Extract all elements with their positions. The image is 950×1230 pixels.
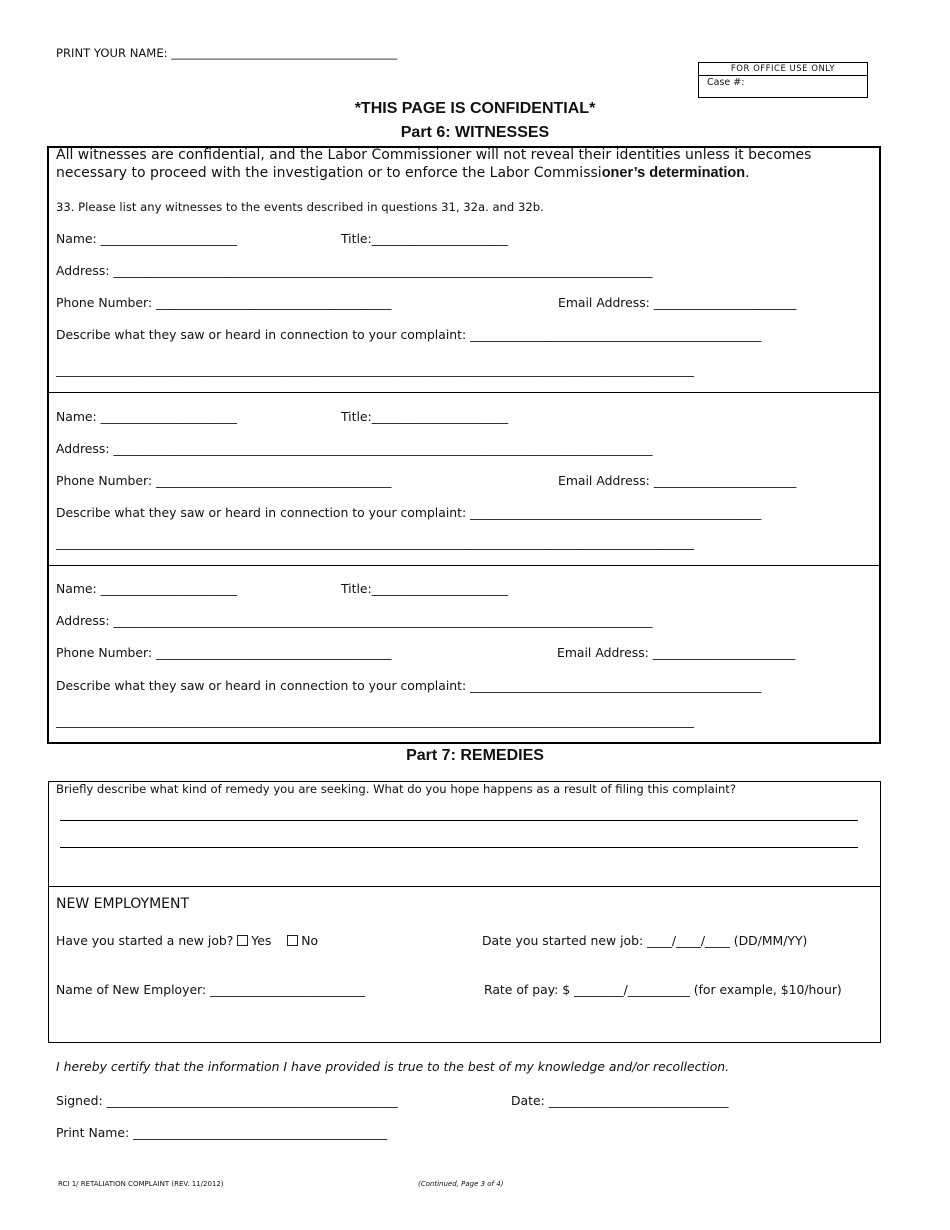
witness-phone-field[interactable] (56, 645, 391, 660)
new-employer-field[interactable] (56, 982, 365, 997)
checkbox-icon (287, 935, 298, 946)
signed-label: Signed: (56, 1093, 107, 1108)
witness-email-blank[interactable]: _______________________ (652, 645, 796, 660)
witness-phone-label: Phone Number: (56, 473, 156, 488)
witness-name-label: Name: (56, 409, 101, 424)
witness-address-label: Address: (56, 263, 114, 278)
witness-describe-field[interactable] (56, 505, 761, 520)
witness-title-field[interactable] (341, 231, 508, 246)
rate-of-pay-field[interactable] (484, 982, 842, 997)
witness-describe-label: Describe what they saw or heard in connection to your complaint: (56, 327, 471, 342)
witness-address-field[interactable] (56, 441, 652, 456)
form-id: RCI 1/ RETALIATION COMPLAINT (REV. 11/2012) (58, 1180, 224, 1188)
witness-title-field[interactable] (341, 409, 508, 424)
date-blank[interactable]: _____________________________ (548, 1093, 729, 1108)
date-field[interactable] (511, 1093, 728, 1108)
certification-statement: I hereby certify that the information I have provided is true to the best of my knowledge and/or recollection. (56, 1059, 730, 1074)
confidential-notice-line2 (56, 165, 750, 181)
print-your-name-label: PRINT YOUR NAME: (56, 46, 172, 60)
print-name-label: Print Name: (56, 1125, 134, 1140)
witness-title-blank[interactable]: ______________________ (371, 581, 509, 596)
witness-name-field[interactable] (56, 581, 237, 596)
page-continued: (Continued, Page 3 of 4) (418, 1180, 504, 1188)
witness-address-blank[interactable]: _______________________________________________________________________________________ (113, 613, 653, 628)
witness-phone-field[interactable] (56, 473, 391, 488)
date-started-blank[interactable]: ____/____/____ (647, 933, 730, 948)
notice-line2-text: necessary to proceed with the investigation or to enforce the Labor Commissi (56, 165, 602, 181)
new-job-question-label: Have you started a new job? (56, 933, 238, 948)
witness-phone-field[interactable] (56, 295, 391, 310)
witness-name-label: Name: (56, 581, 101, 596)
witness-phone-blank[interactable]: ______________________________________ (156, 645, 392, 660)
new-job-question (56, 933, 318, 948)
new-employer-blank[interactable]: _________________________ (210, 982, 365, 997)
witness-phone-blank[interactable]: ______________________________________ (156, 295, 392, 310)
print-your-name-field[interactable] (56, 46, 397, 60)
print-name-blank[interactable]: _________________________________________ (133, 1125, 388, 1140)
signed-field[interactable] (56, 1093, 398, 1108)
date-label: Date: (511, 1093, 549, 1108)
remedy-answer-line[interactable] (60, 820, 858, 821)
witness-address-label: Address: (56, 441, 114, 456)
witness-phone-blank[interactable]: ______________________________________ (156, 473, 392, 488)
witness-name-field[interactable] (56, 231, 237, 246)
case-number-label: Case #: (707, 77, 745, 88)
new-employer-label: Name of New Employer: (56, 982, 211, 997)
witness-address-blank[interactable]: _______________________________________________________________________________________ (113, 441, 653, 456)
part6-heading: Part 6: WITNESSES (400, 124, 550, 141)
witness-email-label: Email Address: (558, 473, 654, 488)
print-name-field[interactable] (56, 1125, 387, 1140)
witness-title-blank[interactable]: ______________________ (371, 231, 509, 246)
witness-email-field[interactable] (557, 645, 795, 660)
remedy-answer-line[interactable] (60, 847, 858, 848)
witness-email-label: Email Address: (557, 645, 653, 660)
witness-email-blank[interactable]: _______________________ (653, 473, 797, 488)
yes-checkbox[interactable] (237, 933, 271, 948)
question-33: 33. Please list any witnesses to the events described in questions 31, 32a. and 32b. (56, 200, 544, 214)
date-started-label: Date you started new job: (482, 933, 648, 948)
part7-heading: Part 7: REMEDIES (406, 747, 544, 764)
checkbox-icon (237, 935, 248, 946)
witness-describe-label: Describe what they saw or heard in connection to your complaint: (56, 678, 471, 693)
witness-describe-field[interactable] (56, 327, 761, 342)
witness-describe-extra-line[interactable]: _______________________________________________________________________________________________________ (56, 362, 695, 377)
new-employment-title: NEW EMPLOYMENT (56, 896, 190, 912)
witness-name-blank[interactable]: ______________________ (100, 581, 237, 596)
confidential-notice-line1: All witnesses are confidential, and the Labor Commissioner will not reveal their identities unless it becomes (56, 147, 812, 163)
office-use-box (698, 62, 868, 98)
remedy-question: Briefly describe what kind of remedy you are seeking. What do you hope happens as a result of filing this complaint? (56, 782, 736, 796)
print-your-name-blank[interactable]: _______________________________________ (171, 46, 398, 60)
witness-title-field[interactable] (341, 581, 508, 596)
yes-label: Yes (251, 933, 272, 948)
rate-of-pay-blank[interactable]: ________/__________ (574, 982, 690, 997)
witness-phone-label: Phone Number: (56, 295, 156, 310)
signed-blank[interactable]: _______________________________________________ (106, 1093, 398, 1108)
rate-example: (for example, $10/hour) (689, 982, 842, 997)
witness-describe-blank[interactable]: _______________________________________________ (470, 327, 762, 342)
witness-address-label: Address: (56, 613, 114, 628)
notice-line2-end: . (745, 165, 750, 181)
date-started-field[interactable] (482, 933, 807, 948)
confidential-title: *THIS PAGE IS CONFIDENTIAL* (354, 100, 596, 117)
witness-phone-label: Phone Number: (56, 645, 156, 660)
witness-name-label: Name: (56, 231, 101, 246)
remedies-divider (48, 886, 881, 887)
witness-name-blank[interactable]: ______________________ (100, 231, 237, 246)
witness-describe-extra-line[interactable]: _______________________________________________________________________________________________________ (56, 535, 695, 550)
witness-name-field[interactable] (56, 409, 237, 424)
witness-name-blank[interactable]: ______________________ (100, 409, 237, 424)
witness-divider (48, 392, 880, 393)
witness-email-blank[interactable]: _______________________ (653, 295, 797, 310)
witness-describe-field[interactable] (56, 678, 761, 693)
witness-email-label: Email Address: (558, 295, 654, 310)
witness-address-field[interactable] (56, 613, 652, 628)
witness-divider (48, 565, 880, 566)
no-label: No (301, 933, 319, 948)
witness-address-field[interactable] (56, 263, 652, 278)
witness-describe-blank[interactable]: _______________________________________________ (470, 678, 762, 693)
no-checkbox[interactable] (287, 933, 318, 948)
witness-title-label: Title: (341, 409, 372, 424)
date-format-hint: (DD/MM/YY) (729, 933, 808, 948)
witness-email-field[interactable] (558, 295, 796, 310)
office-use-title: FOR OFFICE USE ONLY (699, 63, 867, 76)
witness-title-label: Title: (341, 231, 372, 246)
witness-describe-extra-line[interactable]: _______________________________________________________________________________________________________ (56, 713, 695, 728)
witness-title-blank[interactable]: ______________________ (371, 409, 509, 424)
witness-describe-blank[interactable]: _______________________________________________ (470, 505, 762, 520)
rate-of-pay-label: Rate of pay: $ (484, 982, 575, 997)
witness-title-label: Title: (341, 581, 372, 596)
notice-line2-bold: oner’s determination (601, 165, 746, 181)
witness-address-blank[interactable]: _______________________________________________________________________________________ (113, 263, 653, 278)
witness-describe-label: Describe what they saw or heard in connection to your complaint: (56, 505, 471, 520)
witness-email-field[interactable] (558, 473, 796, 488)
